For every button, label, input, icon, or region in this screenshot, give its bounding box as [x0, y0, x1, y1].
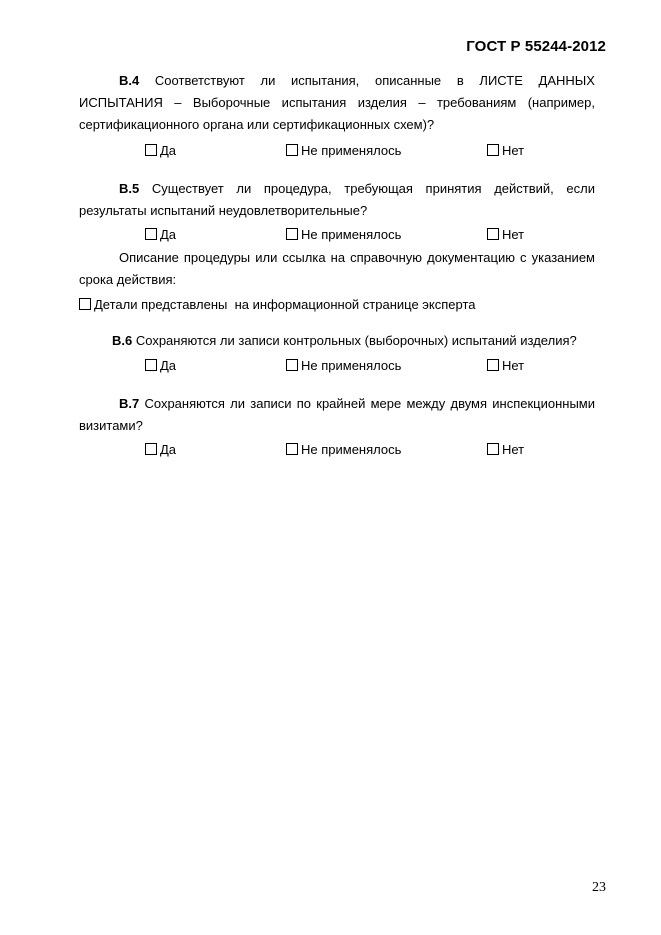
- option-yes-b7[interactable]: [145, 441, 176, 457]
- question-b7: [79, 393, 595, 437]
- question-number: В.7: [119, 396, 140, 411]
- option-label: Не применялось: [301, 226, 402, 242]
- option-label: Детали представлены на информационной странице эксперта: [94, 296, 476, 312]
- option-not-applied-b5[interactable]: [286, 226, 401, 242]
- checkbox[interactable]: [145, 359, 157, 371]
- checkbox[interactable]: [286, 443, 298, 455]
- option-label: Не применялось: [301, 142, 402, 158]
- option-label: Нет: [502, 357, 525, 373]
- option-label: Да: [160, 441, 177, 457]
- option-label: Не применялось: [301, 357, 402, 373]
- question-number: В.5: [119, 181, 140, 196]
- option-yes-b5[interactable]: [145, 226, 176, 242]
- details-provided-option[interactable]: [79, 296, 476, 312]
- checkbox[interactable]: [145, 228, 157, 240]
- option-label: Нет: [502, 226, 525, 242]
- checkbox[interactable]: [487, 359, 499, 371]
- checkbox[interactable]: [487, 144, 499, 156]
- question-text: Сохраняются ли записи контрольных (выборочных) испытаний изделия?: [135, 333, 577, 348]
- checkbox[interactable]: [487, 228, 499, 240]
- question-text: Сохраняются ли записи по крайней мере между двумя инспекционными визитами?: [79, 396, 595, 433]
- checkbox[interactable]: [79, 298, 91, 310]
- option-no-b7[interactable]: [487, 441, 524, 457]
- checkbox[interactable]: [145, 443, 157, 455]
- option-no-b5[interactable]: [487, 226, 524, 242]
- checkbox[interactable]: [286, 144, 298, 156]
- question-text: Существует ли процедура, требующая принятия действий, если результаты испытаний неудовлетворительные?: [79, 181, 595, 218]
- question-number: В.6: [112, 333, 133, 348]
- option-label: Да: [160, 142, 177, 158]
- option-no-b6[interactable]: [487, 357, 524, 373]
- option-not-applied-b6[interactable]: [286, 357, 401, 373]
- document-code: ГОСТ Р 55244-2012: [466, 38, 606, 55]
- option-not-applied-b7[interactable]: [286, 441, 401, 457]
- option-label: Не применялось: [301, 441, 402, 457]
- option-yes-b4[interactable]: [145, 142, 176, 158]
- option-not-applied-b4[interactable]: [286, 142, 401, 158]
- option-label: Нет: [502, 142, 525, 158]
- option-yes-b6[interactable]: [145, 357, 176, 373]
- option-label: Да: [160, 357, 177, 373]
- question-b5: [79, 178, 595, 222]
- question-b6: [112, 330, 602, 352]
- checkbox[interactable]: [286, 228, 298, 240]
- checkbox[interactable]: [487, 443, 499, 455]
- question-number: В.4: [119, 73, 140, 88]
- option-label: Нет: [502, 441, 525, 457]
- question-b4: [79, 70, 595, 136]
- procedure-description-prompt: Описание процедуры или ссылка на справочную документацию с указанием срока действия:: [79, 250, 595, 287]
- option-label: Да: [160, 226, 177, 242]
- page-number: 23: [592, 880, 606, 895]
- question-text: Соответствуют ли испытания, описанные в ЛИСТЕ ДАННЫХ ИСПЫТАНИЯ – Выборочные испытания изделия – требованиям (например, сертификационного органа или сертификационных схем)?: [79, 73, 595, 132]
- checkbox[interactable]: [145, 144, 157, 156]
- checkbox[interactable]: [286, 359, 298, 371]
- option-no-b4[interactable]: [487, 142, 524, 158]
